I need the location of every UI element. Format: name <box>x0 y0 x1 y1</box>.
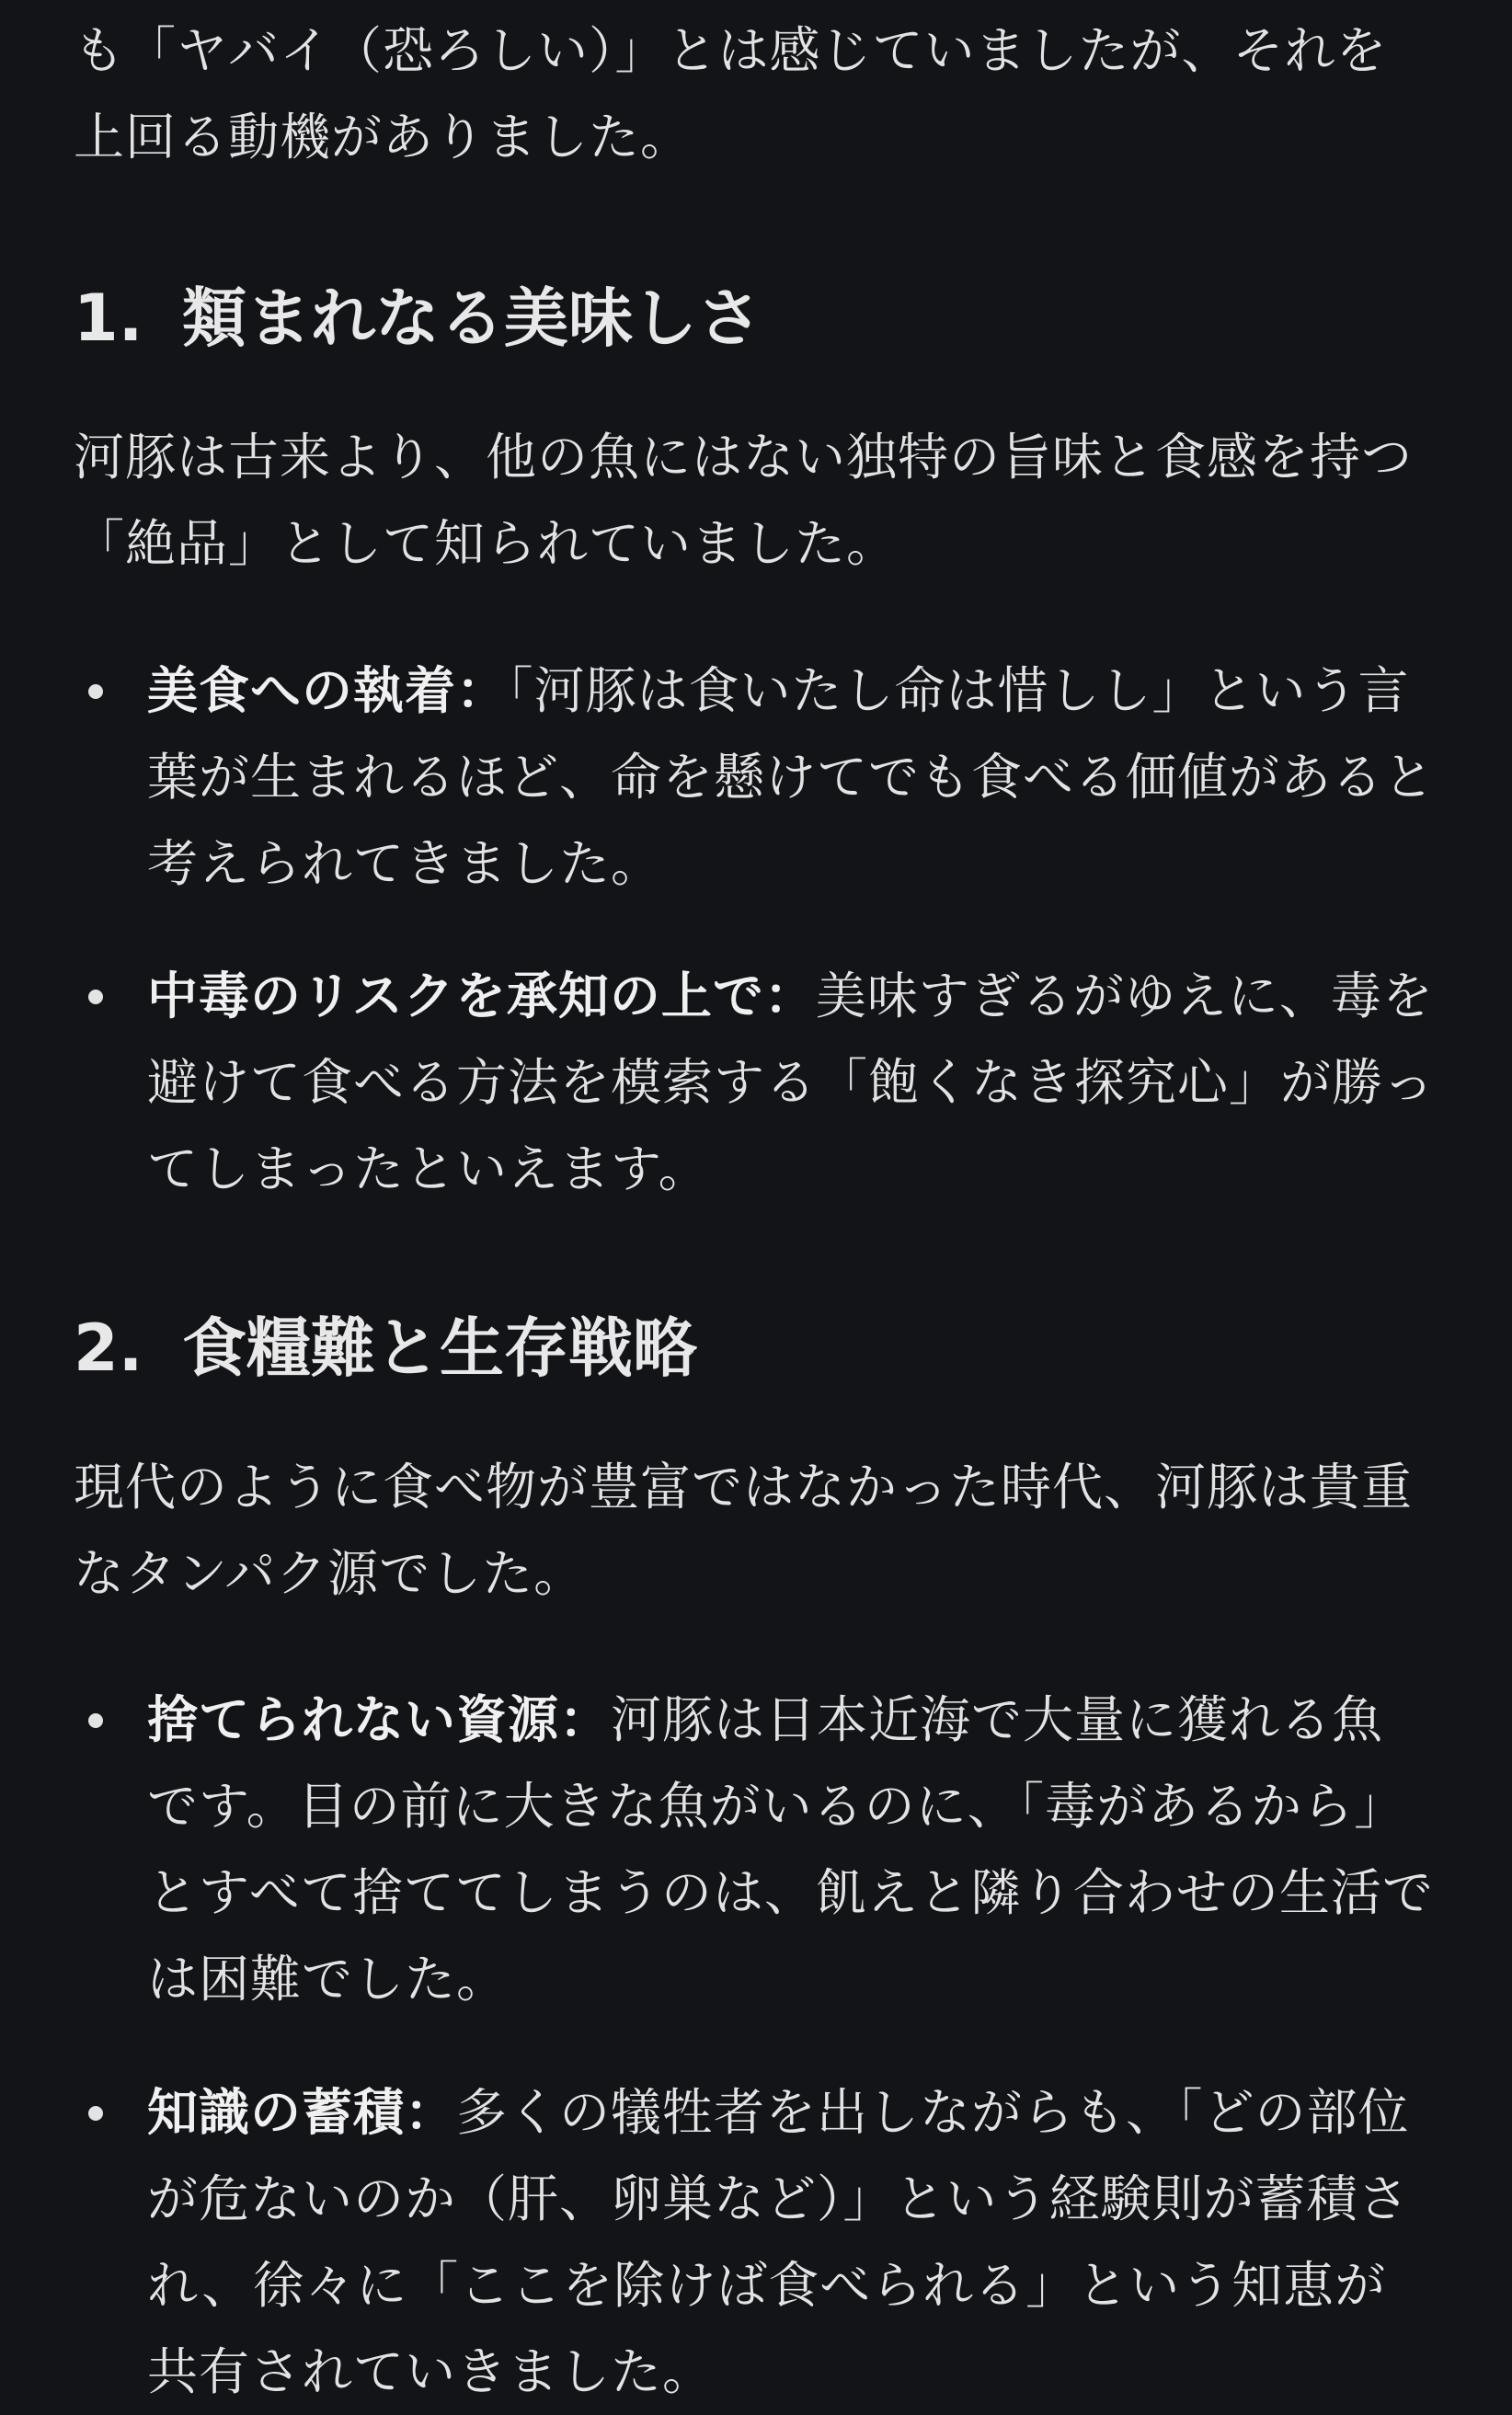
intro-paragraph: も「ヤバイ（恐ろしい）」とは感じていましたが、それを上回る動機がありました。 <box>74 21 1388 166</box>
section-number: 1. <box>74 280 143 356</box>
bullet-icon <box>88 1713 103 1728</box>
list-item-label: 中毒のリスクを承知の上で： <box>147 967 816 1025</box>
section-number: 2. <box>74 1311 143 1386</box>
list-item-body <box>147 953 1435 1212</box>
list-item-text: 「河豚は食いたし命は惜しし」という言葉が生まれるほど、命を懸けてでも食べる価値があると考えられてきました。 <box>147 661 1436 893</box>
list-item <box>74 647 1435 907</box>
list-item-label: 捨てられない資源： <box>147 1690 612 1749</box>
section-title: 類まれなる美味しさ <box>182 280 762 356</box>
list-item-label: 知識の蓄積： <box>147 2083 457 2142</box>
list-item-text: 美味すぎるがゆえに、毒を避けて食べる方法を模索する「飽くなき探究心」が勝ってしまったといえます。 <box>147 967 1436 1198</box>
list-item-body <box>147 1677 1435 2022</box>
bullet-icon <box>88 684 103 699</box>
section-1-paragraph: 河豚は古来より、他の魚にはない独特の旨味と食感を持つ「絶品」として知られていました。 <box>74 428 1414 573</box>
section-heading-1 <box>74 272 1435 364</box>
section-2-paragraph: 現代のように食べ物が豊富ではなかった時代、河豚は貴重なタンパク源でした。 <box>74 1458 1414 1603</box>
list-item-text: 多くの犠牲者を出しながらも、「どの部位が危ないのか（肝、卵巣など）」という経験則が蓄積され、徐々に「ここを除けば食べられる」という知恵が共有されていきました。 <box>147 2083 1410 2401</box>
bullet-icon <box>88 990 103 1004</box>
bullet-icon <box>88 2106 103 2121</box>
section-heading-2 <box>74 1302 1435 1394</box>
list-item-body <box>147 2069 1435 2415</box>
list-item <box>74 953 1435 1212</box>
section-title: 食糧難と生存戦略 <box>182 1311 697 1386</box>
list-item <box>74 1677 1435 2022</box>
list-item-label: 美食への執着： <box>147 661 509 720</box>
list-item <box>74 2069 1435 2415</box>
list-item-body <box>147 647 1435 907</box>
list-item-text: 河豚は日本近海で大量に獲れる魚です。目の前に大きな魚がいるのに、「毒があるから」とすべて捨ててしまうのは、飢えと隣り合わせの生活では困難でした。 <box>147 1690 1434 2009</box>
